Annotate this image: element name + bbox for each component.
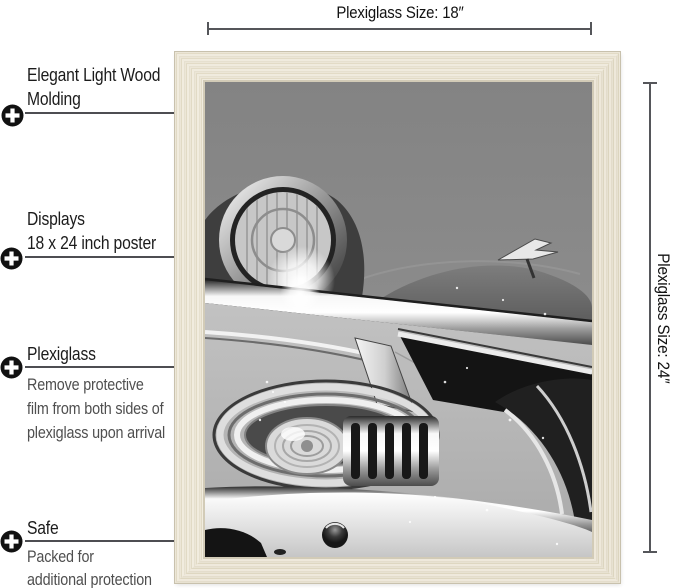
- callout-subtext-line: plexiglass upon arrival: [27, 424, 166, 442]
- callout-subtext-line: film from both sides of: [27, 400, 164, 418]
- callout-safe: [27, 516, 59, 540]
- callout-title-line: Molding: [27, 89, 81, 109]
- plus-circle-icon: [0, 356, 23, 379]
- callout-leader-line: [25, 256, 177, 258]
- framed-photo-classic-car: [205, 82, 592, 557]
- dimension-tick: [643, 82, 657, 84]
- dimension-tick: [643, 551, 657, 553]
- frame-molding-bottom: [175, 557, 620, 583]
- classic-car-photo-art: [205, 82, 592, 557]
- callout-displays: [27, 207, 156, 255]
- dimension-tick: [590, 22, 592, 35]
- callout-leader-line: [25, 112, 177, 114]
- callout-subtext-line: additional protection: [27, 571, 152, 588]
- callout-title-line: Safe: [27, 518, 59, 538]
- callout-leader-line: [25, 366, 177, 368]
- plus-circle-icon: [0, 247, 23, 270]
- callout-subtext-line: Remove protective: [27, 376, 144, 394]
- callout-leader-line: [25, 540, 177, 542]
- frame-molding-top: [175, 52, 620, 82]
- callout-title-line: 18 x 24 inch poster: [27, 233, 157, 253]
- callout-plexiglass-note: [27, 373, 165, 445]
- vertical-dimension-line: [649, 83, 651, 553]
- frame-molding-left: [175, 52, 205, 583]
- callout-title-line: Plexiglass: [27, 344, 96, 364]
- callout-molding: [27, 63, 160, 111]
- callout-title-line: Elegant Light Wood: [27, 65, 161, 85]
- callout-plexiglass: [27, 342, 96, 366]
- callout-title-line: Displays: [27, 209, 85, 229]
- right-dimension-label: Plexiglass Size: 24″: [654, 252, 673, 384]
- plus-circle-icon: [1, 104, 24, 127]
- wood-picture-frame: [175, 52, 620, 583]
- plus-circle-icon: [0, 530, 23, 553]
- dimension-tick: [207, 22, 209, 35]
- callout-safe-note: [27, 546, 152, 588]
- top-dimension-label: Plexiglass Size: 18″: [336, 3, 464, 22]
- callout-subtext-line: Packed for: [27, 548, 94, 566]
- frame-molding-right: [592, 52, 620, 583]
- horizontal-dimension-line: [208, 28, 592, 30]
